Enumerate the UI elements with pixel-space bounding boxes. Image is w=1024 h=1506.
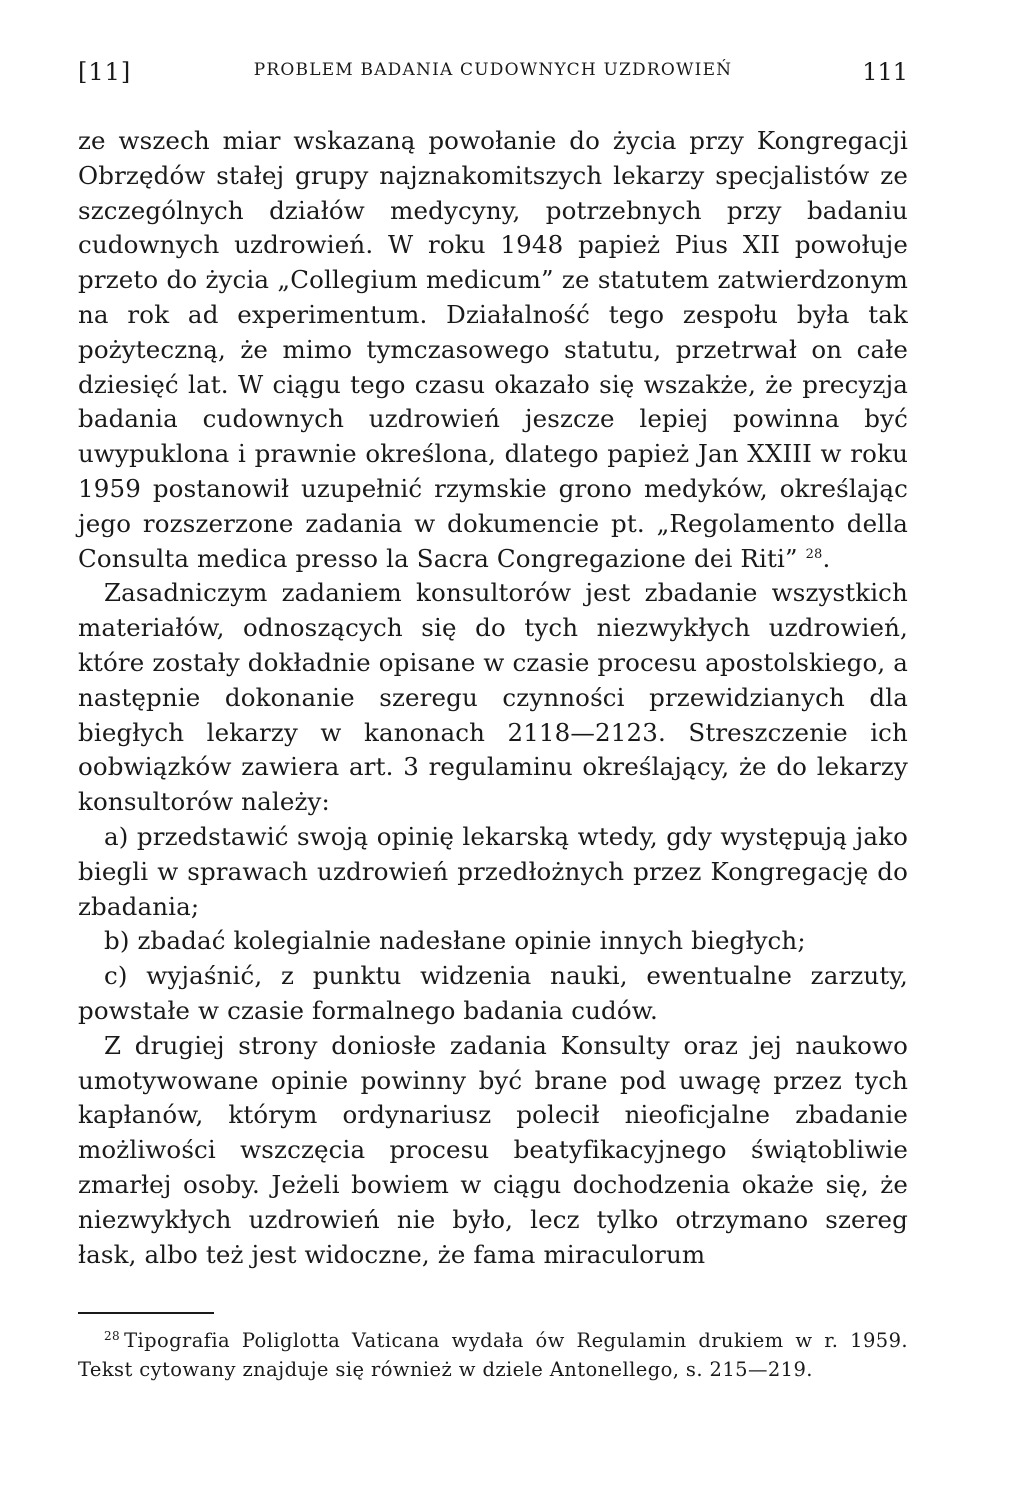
paragraph-1-end: . (822, 543, 831, 573)
footnote-28 (78, 1326, 908, 1384)
footnote-mark: 28 (104, 1328, 121, 1343)
running-title: PROBLEM BADANIA CUDOWNYCH UZDROWIEŃ (253, 60, 733, 80)
paragraph-1-text: ze wszech miar wskazaną powołanie do życia przy Kongregacji Obrzędów stałej grupy najznakomitszych lekarzy specjalistów ze szczególnych działów medycyny, potrzebnych przy badaniu cudownych uzdrowień. W roku 1948 papież Pius XII powołuje przeto do życia „Collegium medicum” ze statutem zatwierdzonym na rok ad experimentum. Działalność tego zespołu była tak pożyteczną, że mimo tymczasowego statutu, przetrwał on całe dziesięć lat. W ciągu tego czasu okazało się wszakże, że precyzja badania cudownych uzdrowień jeszcze lepiej powinna być uwypuklona i prawnie określona, dlatego papież Jan XXIII w roku 1959 postanowił uzupełnić rzymskie grono medyków, określając jego rozszerzone zadania w dokumencie pt. „Regolamento della Consulta medica presso la Sacra Congregazione dei Riti” (78, 126, 908, 573)
paragraph-continuation (78, 124, 908, 576)
footnotes (78, 1326, 908, 1384)
paragraph-consulta-tasks: Z drugiej strony doniosłe zadania Konsulty oraz jej naukowo umotywowane opinie powinny być brane pod uwagę przez tych kapłanów, którym ordynariusz polecił nieoficjalne zbadanie możliwości wszczęcia procesu beatyfikacyjnego świątobliwie zmarłej osoby. Jeżeli bowiem w ciągu dochodzenia okaże się, że niezwykłych uzdrowień nie było, lecz tylko otrzymano szereg łask, albo też jest widoczne, że fama miraculorum (78, 1030, 908, 1269)
list-item-b: b) zbadać kolegialnie nadesłane opinie innych biegłych; (104, 926, 806, 956)
list-item-a: a) przedstawić swoją opinię lekarską wtedy, gdy występują jako biegli w sprawach uzdrowień przedłożnych przez Kongregację do zbadania; (78, 821, 908, 921)
main-text (78, 124, 908, 1272)
list-item-c: c) wyjaśnić, z punktu widzenia nauki, ewentualne zarzuty, powstałe w czasie formalnego badania cudów. (78, 961, 908, 1025)
page-number: 111 (862, 58, 908, 86)
footnote-text: Tipografia Poliglotta Vaticana wydała ów Regulamin drukiem w r. 1959. Tekst cytowany znajduje się również w dziele Antonellego, s. 215—219. (78, 1329, 908, 1381)
footnote-separator (78, 1312, 214, 1314)
paragraph-consultors-task: Zasadniczym zadaniem konsultorów jest zbadanie wszystkich materiałów, odnoszących się do tych niezwykłych uzdrowień, które zostały dokładnie opisane w czasie procesu apostolskiego, a następnie dokonanie szeregu czynności przewidzianych dla biegłych lekarzy w kanonach 2118—2123. Streszczenie ich oobwiązków zawiera art. 3 regulaminu określający, że do lekarzy konsultorów należy: (78, 578, 908, 817)
section-marker: [11] (78, 58, 132, 86)
footnote-reference-28: 28 (805, 546, 823, 562)
running-header (78, 52, 908, 92)
